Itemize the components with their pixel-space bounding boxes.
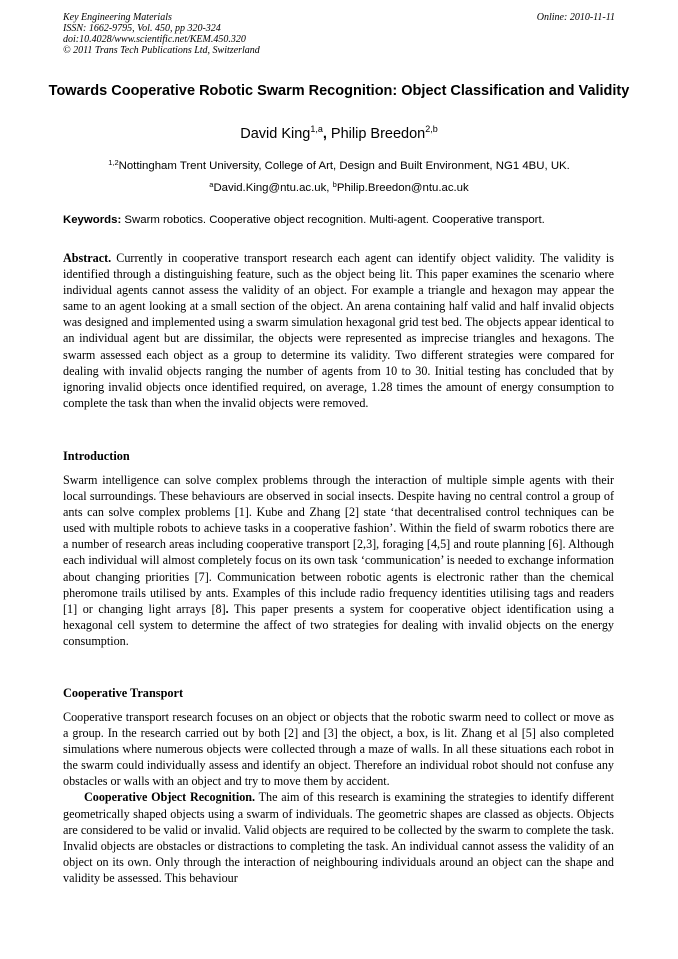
online-date: Online: 2010-11-11 — [536, 12, 615, 23]
journal-copyright: © 2011 Trans Tech Publications Ltd, Switzerland — [63, 45, 260, 56]
affiliation-marker: 1,2 — [108, 158, 119, 167]
email-marker: b — [332, 180, 337, 189]
author-name: Philip Breedon — [330, 126, 426, 142]
paper-title: Towards Cooperative Robotic Swarm Recognition: Object Classification and Validity — [48, 83, 630, 99]
abstract — [63, 250, 614, 411]
author-list — [40, 124, 638, 144]
keywords-text: Swarm robotics. Cooperative object recognition. Multi-agent. Cooperative transport. — [124, 214, 545, 226]
keywords — [63, 213, 623, 227]
abstract-text: Currently in cooperative transport research each agent can identify object validity. The validity is identified through a distinguishing feature, such as the object being lit. This paper examines the scenario where individual agents cannot assess the validity of an object. For example a triangle and hexagon may appear the same to an agent looking at a small section of the object. An arena containing half valid and half invalid objects was designed and implemented using a swarm simulation hexagonal grid test bed. The objects appear identical to an individual agent but are dissimilar, the objects were represented as imprecise triangles and hexagons. The swarm assessed each object as a group to determine its validity. Two different strategies were compared for dealing with invalid objects ranging the number of agents from 10 to 30. Initial testing has concluded that by ignoring invalid objects once identified required, on average, 1.28 times the amount of energy consumption to complete the task than when the invalid objects were removed. — [63, 251, 614, 410]
journal-header — [63, 12, 615, 56]
cooperative-transport-paragraph — [63, 709, 614, 886]
affiliation-text: Nottingham Trent University, College of Art, Design and Built Environment, NG1 4BU, UK. — [118, 160, 570, 172]
journal-issn: ISSN: 1662-9795, Vol. 450, pp 320-324 — [63, 23, 221, 34]
email-link[interactable]: Philip.Breedon@ntu.ac.uk — [336, 182, 469, 194]
paragraph-text: This paper presents a system for cooperative object identification using a hexagonal cell system to determine the affect of two strategies for dealing with invalid objects on the energy consumption. — [63, 601, 614, 648]
paragraph-text: Swarm intelligence can solve complex problems through the interaction of multiple simple agents with their local surroundings. These behaviours are observed in social insects. Despite having no central control a group of ants can solve complex problems [1]. Kube and Zhang [2] state ‘that decentralised control techniques can be used with multiple robots to achieve tasks in a cooperative fashion’. Within the field of swarm robotics there are a number of research areas including cooperative transport [2,3], foraging [4,5] and route planning [6]. Although each individual will almost completely focus on its own task ‘communication’ is needed to exchange information about changing priorities [7]. Communication between robotic agents is electronic rather than the chemical pheromone trails utilised by ants. Examples of this include radio frequency identities utilising tags and readers [1] or changing light arrays [8] — [63, 473, 614, 616]
subsection-run-in-heading: Cooperative Object Recognition. — [84, 790, 256, 805]
paragraph-text: The aim of this research is examining the strategies to identify different geometrically shaped objects using a swarm of individuals. The geometric shapes are classed as objects. Objects are considered to be valid or invalid. Valid objects are required to be collected by the swarm to complete the task. Invalid objects are obstacles or distractions to completing the task. An individual cannot assess the validity of an object on its own. Only through the interaction of neighbouring individuals around an object can the shape and validity be assessed. This behaviour — [63, 790, 614, 885]
journal-doi: doi:10.4028/www.scientific.net/KEM.450.320 — [63, 34, 246, 45]
author-affiliation-marker: 1,a — [310, 124, 323, 134]
author-emails — [40, 181, 638, 195]
email-marker: a — [209, 180, 214, 189]
keywords-label: Keywords: — [63, 214, 122, 226]
section-heading: Introduction — [63, 449, 130, 463]
journal-name: Key Engineering Materials — [63, 12, 172, 23]
email-link[interactable]: David.King@ntu.ac.uk, — [213, 182, 330, 194]
paragraph-text: Cooperative transport research focuses on an object or objects that the robotic swarm need to collect or move as a group. In the research carried out by both [2] and [3] the object, a box, is lit. Zhang et al [5] also completed simulations where numerous objects were collected through a maze of walls. In all these situations each robot in the swarm could individually assess and identify an object. Therefore an individual robot should not confuse any obstacles or walls with an object and try to move them by accident. — [63, 710, 614, 789]
section-heading: Cooperative Transport — [63, 686, 184, 700]
author-separator: , — [322, 126, 327, 142]
introduction-paragraph — [63, 472, 614, 649]
paragraph-text: . — [225, 601, 229, 616]
abstract-label: Abstract. — [63, 251, 112, 265]
author-name: David King — [240, 126, 311, 142]
affiliation — [40, 159, 638, 173]
author-affiliation-marker: 2,b — [425, 124, 438, 134]
